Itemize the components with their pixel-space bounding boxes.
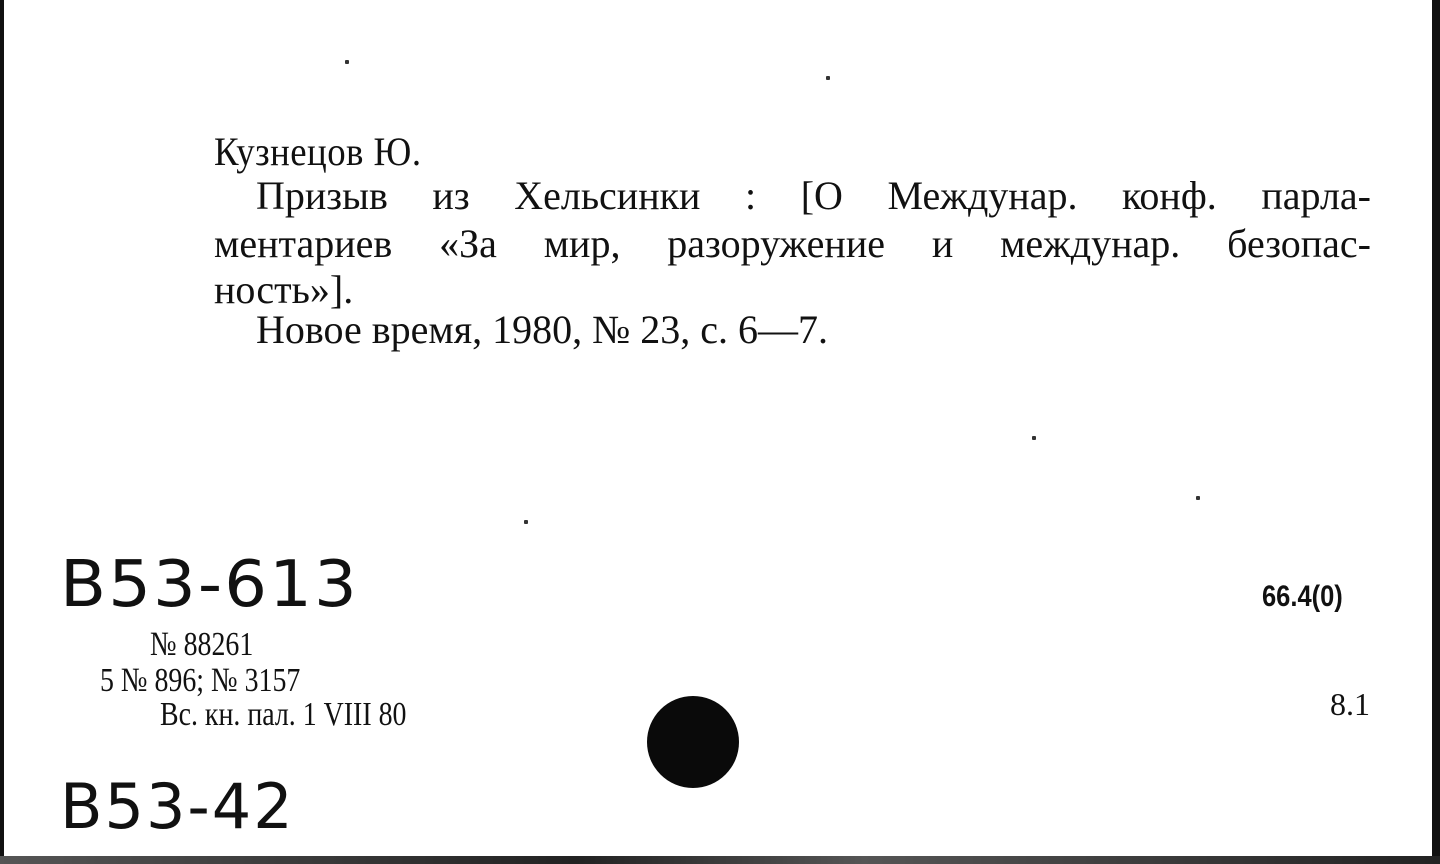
scan-speck [1196,496,1200,500]
title-line-3: ность»]. [214,267,354,312]
card-bottom-edge [0,856,1440,864]
scan-speck [1032,436,1036,440]
chamber-date: Вс. кн. пал. 1 VIII 80 [160,696,407,733]
title-line-2: ментариев «За мир, разоружение и междунар. безопас- [214,221,1371,266]
scan-speck [826,76,830,80]
scan-speck [345,60,349,64]
inventory-numbers: 5 № 896; № 3157 [100,662,301,699]
handwritten-shelf-mark-2: B53-42 [60,770,295,843]
punch-hole [647,696,739,788]
classification-index: 66.4(0) [1262,580,1343,613]
handwritten-shelf-mark-1: B53-613 [60,548,359,622]
scan-speck [524,520,528,524]
title-line-1: Призыв из Хельсинки : [О Междунар. конф. парла- [256,173,1371,218]
author-name: Кузнецов Ю. [214,129,422,174]
record-number: № 88261 [150,626,254,663]
source-citation: Новое время, 1980, № 23, с. 6—7. [256,307,829,352]
card-right-edge [1432,0,1440,864]
card-code: 8.1 [1330,686,1370,722]
card-left-edge [0,0,4,864]
